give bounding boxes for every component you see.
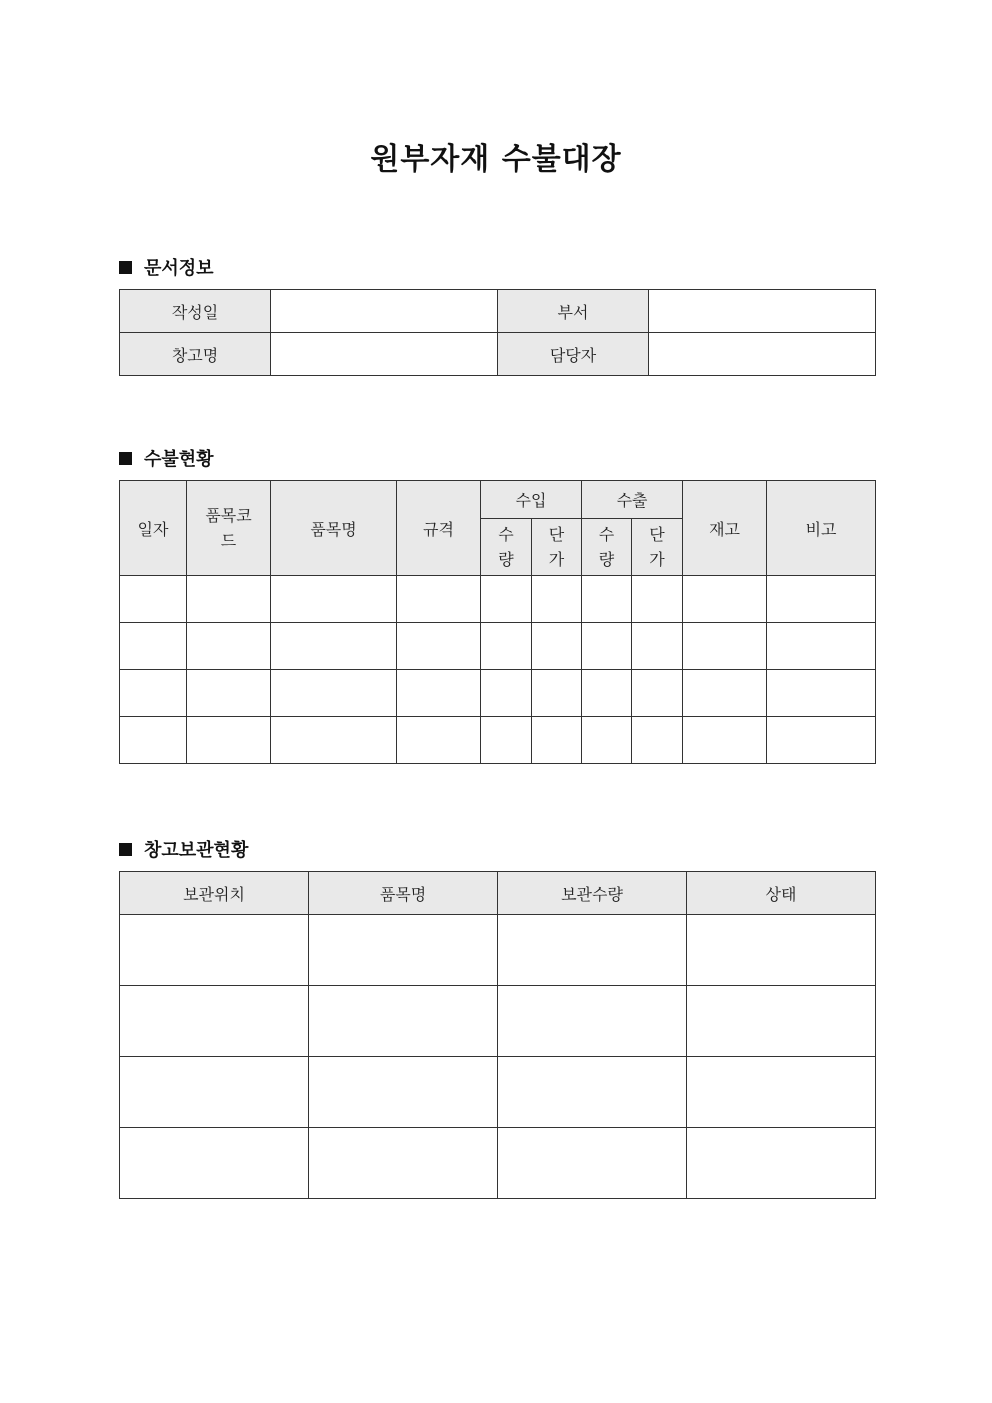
label-department: 부서 — [498, 290, 649, 333]
table-cell[interactable] — [632, 576, 683, 623]
table-cell[interactable] — [767, 717, 876, 764]
table-cell[interactable] — [687, 1057, 876, 1128]
table-row — [120, 670, 876, 717]
document-info-table — [119, 289, 876, 376]
table-cell[interactable] — [187, 623, 271, 670]
table-cell[interactable] — [271, 576, 397, 623]
table-cell[interactable] — [397, 670, 481, 717]
table-cell[interactable] — [498, 915, 687, 986]
table-cell[interactable] — [632, 717, 683, 764]
table-cell[interactable] — [309, 986, 498, 1057]
table-cell[interactable] — [582, 670, 632, 717]
section-heading-transactions — [119, 445, 214, 471]
transactions-table — [119, 480, 876, 764]
table-cell[interactable] — [397, 623, 481, 670]
header-qty-line2: 량 — [598, 550, 615, 569]
table-cell[interactable] — [397, 576, 481, 623]
table-cell[interactable] — [481, 670, 532, 717]
square-bullet-icon — [119, 452, 132, 465]
header-qty-line1: 수 — [598, 525, 615, 544]
header-incoming-qty — [481, 519, 532, 576]
section-heading-label: 문서정보 — [144, 258, 214, 279]
table-cell[interactable] — [187, 670, 271, 717]
header-qty-line1: 수 — [498, 525, 514, 544]
table-row — [120, 1057, 876, 1128]
label-warehouse-name: 창고명 — [120, 333, 271, 376]
header-outgoing-qty — [582, 519, 632, 576]
table-row — [120, 333, 876, 376]
header-qty-line2: 량 — [498, 550, 514, 569]
header-item-name: 품목명 — [271, 481, 397, 576]
table-cell[interactable] — [532, 623, 582, 670]
header-storage-qty: 보관수량 — [498, 872, 687, 915]
table-cell[interactable] — [120, 1057, 309, 1128]
section-heading-label: 수불현황 — [144, 449, 214, 470]
header-outgoing-price — [632, 519, 683, 576]
table-cell[interactable] — [687, 1128, 876, 1199]
table-cell[interactable] — [397, 717, 481, 764]
table-row — [120, 576, 876, 623]
table-cell[interactable] — [532, 717, 582, 764]
table-cell[interactable] — [767, 576, 876, 623]
header-storage-location: 보관위치 — [120, 872, 309, 915]
section-heading-storage — [119, 836, 248, 862]
table-cell[interactable] — [498, 1128, 687, 1199]
header-item-name: 품목명 — [309, 872, 498, 915]
header-price-line2: 가 — [548, 550, 565, 569]
page-title: 원부자재 수불대장 — [370, 142, 622, 177]
table-cell[interactable] — [683, 623, 767, 670]
table-header-row — [120, 481, 876, 519]
header-price-line1: 단 — [548, 525, 565, 544]
square-bullet-icon — [119, 261, 132, 274]
table-cell[interactable] — [271, 717, 397, 764]
created-date-field[interactable] — [271, 290, 498, 333]
table-cell[interactable] — [481, 623, 532, 670]
section-heading-label: 창고보관현황 — [144, 840, 249, 861]
table-row — [120, 986, 876, 1057]
table-cell[interactable] — [683, 576, 767, 623]
table-cell[interactable] — [582, 576, 632, 623]
table-cell[interactable] — [767, 670, 876, 717]
header-note: 비고 — [767, 481, 876, 576]
header-spec: 규격 — [397, 481, 481, 576]
header-outgoing: 수출 — [582, 481, 683, 519]
square-bullet-icon — [119, 843, 132, 856]
table-cell[interactable] — [187, 576, 271, 623]
header-incoming-price — [532, 519, 582, 576]
header-status: 상태 — [687, 872, 876, 915]
table-cell[interactable] — [687, 915, 876, 986]
table-row — [120, 717, 876, 764]
warehouse-name-field[interactable] — [271, 333, 498, 376]
table-cell[interactable] — [120, 986, 309, 1057]
table-cell[interactable] — [632, 670, 683, 717]
table-cell[interactable] — [120, 576, 187, 623]
table-cell[interactable] — [271, 670, 397, 717]
header-price-line1: 단 — [649, 525, 665, 544]
label-manager: 담당자 — [498, 333, 649, 376]
header-item-code-line2: 드 — [220, 531, 237, 550]
header-date: 일자 — [120, 481, 187, 576]
department-field[interactable] — [649, 290, 876, 333]
table-cell[interactable] — [683, 670, 767, 717]
table-cell[interactable] — [632, 623, 683, 670]
table-header-row — [120, 872, 876, 915]
header-price-line2: 가 — [649, 550, 665, 569]
table-cell[interactable] — [120, 1128, 309, 1199]
header-item-code — [187, 481, 271, 576]
table-cell[interactable] — [532, 576, 582, 623]
section-heading-info — [119, 254, 214, 280]
table-cell[interactable] — [582, 717, 632, 764]
table-row — [120, 1128, 876, 1199]
table-cell[interactable] — [767, 623, 876, 670]
table-cell[interactable] — [498, 1057, 687, 1128]
table-cell[interactable] — [481, 576, 532, 623]
header-item-code-line1: 품목코 — [205, 506, 252, 525]
table-cell[interactable] — [309, 915, 498, 986]
label-created-date: 작성일 — [120, 290, 271, 333]
table-cell[interactable] — [309, 1057, 498, 1128]
table-cell[interactable] — [120, 670, 187, 717]
table-cell[interactable] — [120, 717, 187, 764]
table-cell[interactable] — [687, 986, 876, 1057]
table-cell[interactable] — [271, 623, 397, 670]
table-cell[interactable] — [187, 717, 271, 764]
table-cell[interactable] — [683, 717, 767, 764]
table-cell[interactable] — [481, 717, 532, 764]
table-cell[interactable] — [582, 623, 632, 670]
table-row — [120, 290, 876, 333]
header-stock: 재고 — [683, 481, 767, 576]
table-cell[interactable] — [120, 915, 309, 986]
table-cell[interactable] — [309, 1128, 498, 1199]
table-cell[interactable] — [532, 670, 582, 717]
manager-field[interactable] — [649, 333, 876, 376]
table-row — [120, 915, 876, 986]
table-cell[interactable] — [498, 986, 687, 1057]
header-incoming: 수입 — [481, 481, 582, 519]
storage-table — [119, 871, 876, 1199]
table-cell[interactable] — [120, 623, 187, 670]
table-row — [120, 623, 876, 670]
